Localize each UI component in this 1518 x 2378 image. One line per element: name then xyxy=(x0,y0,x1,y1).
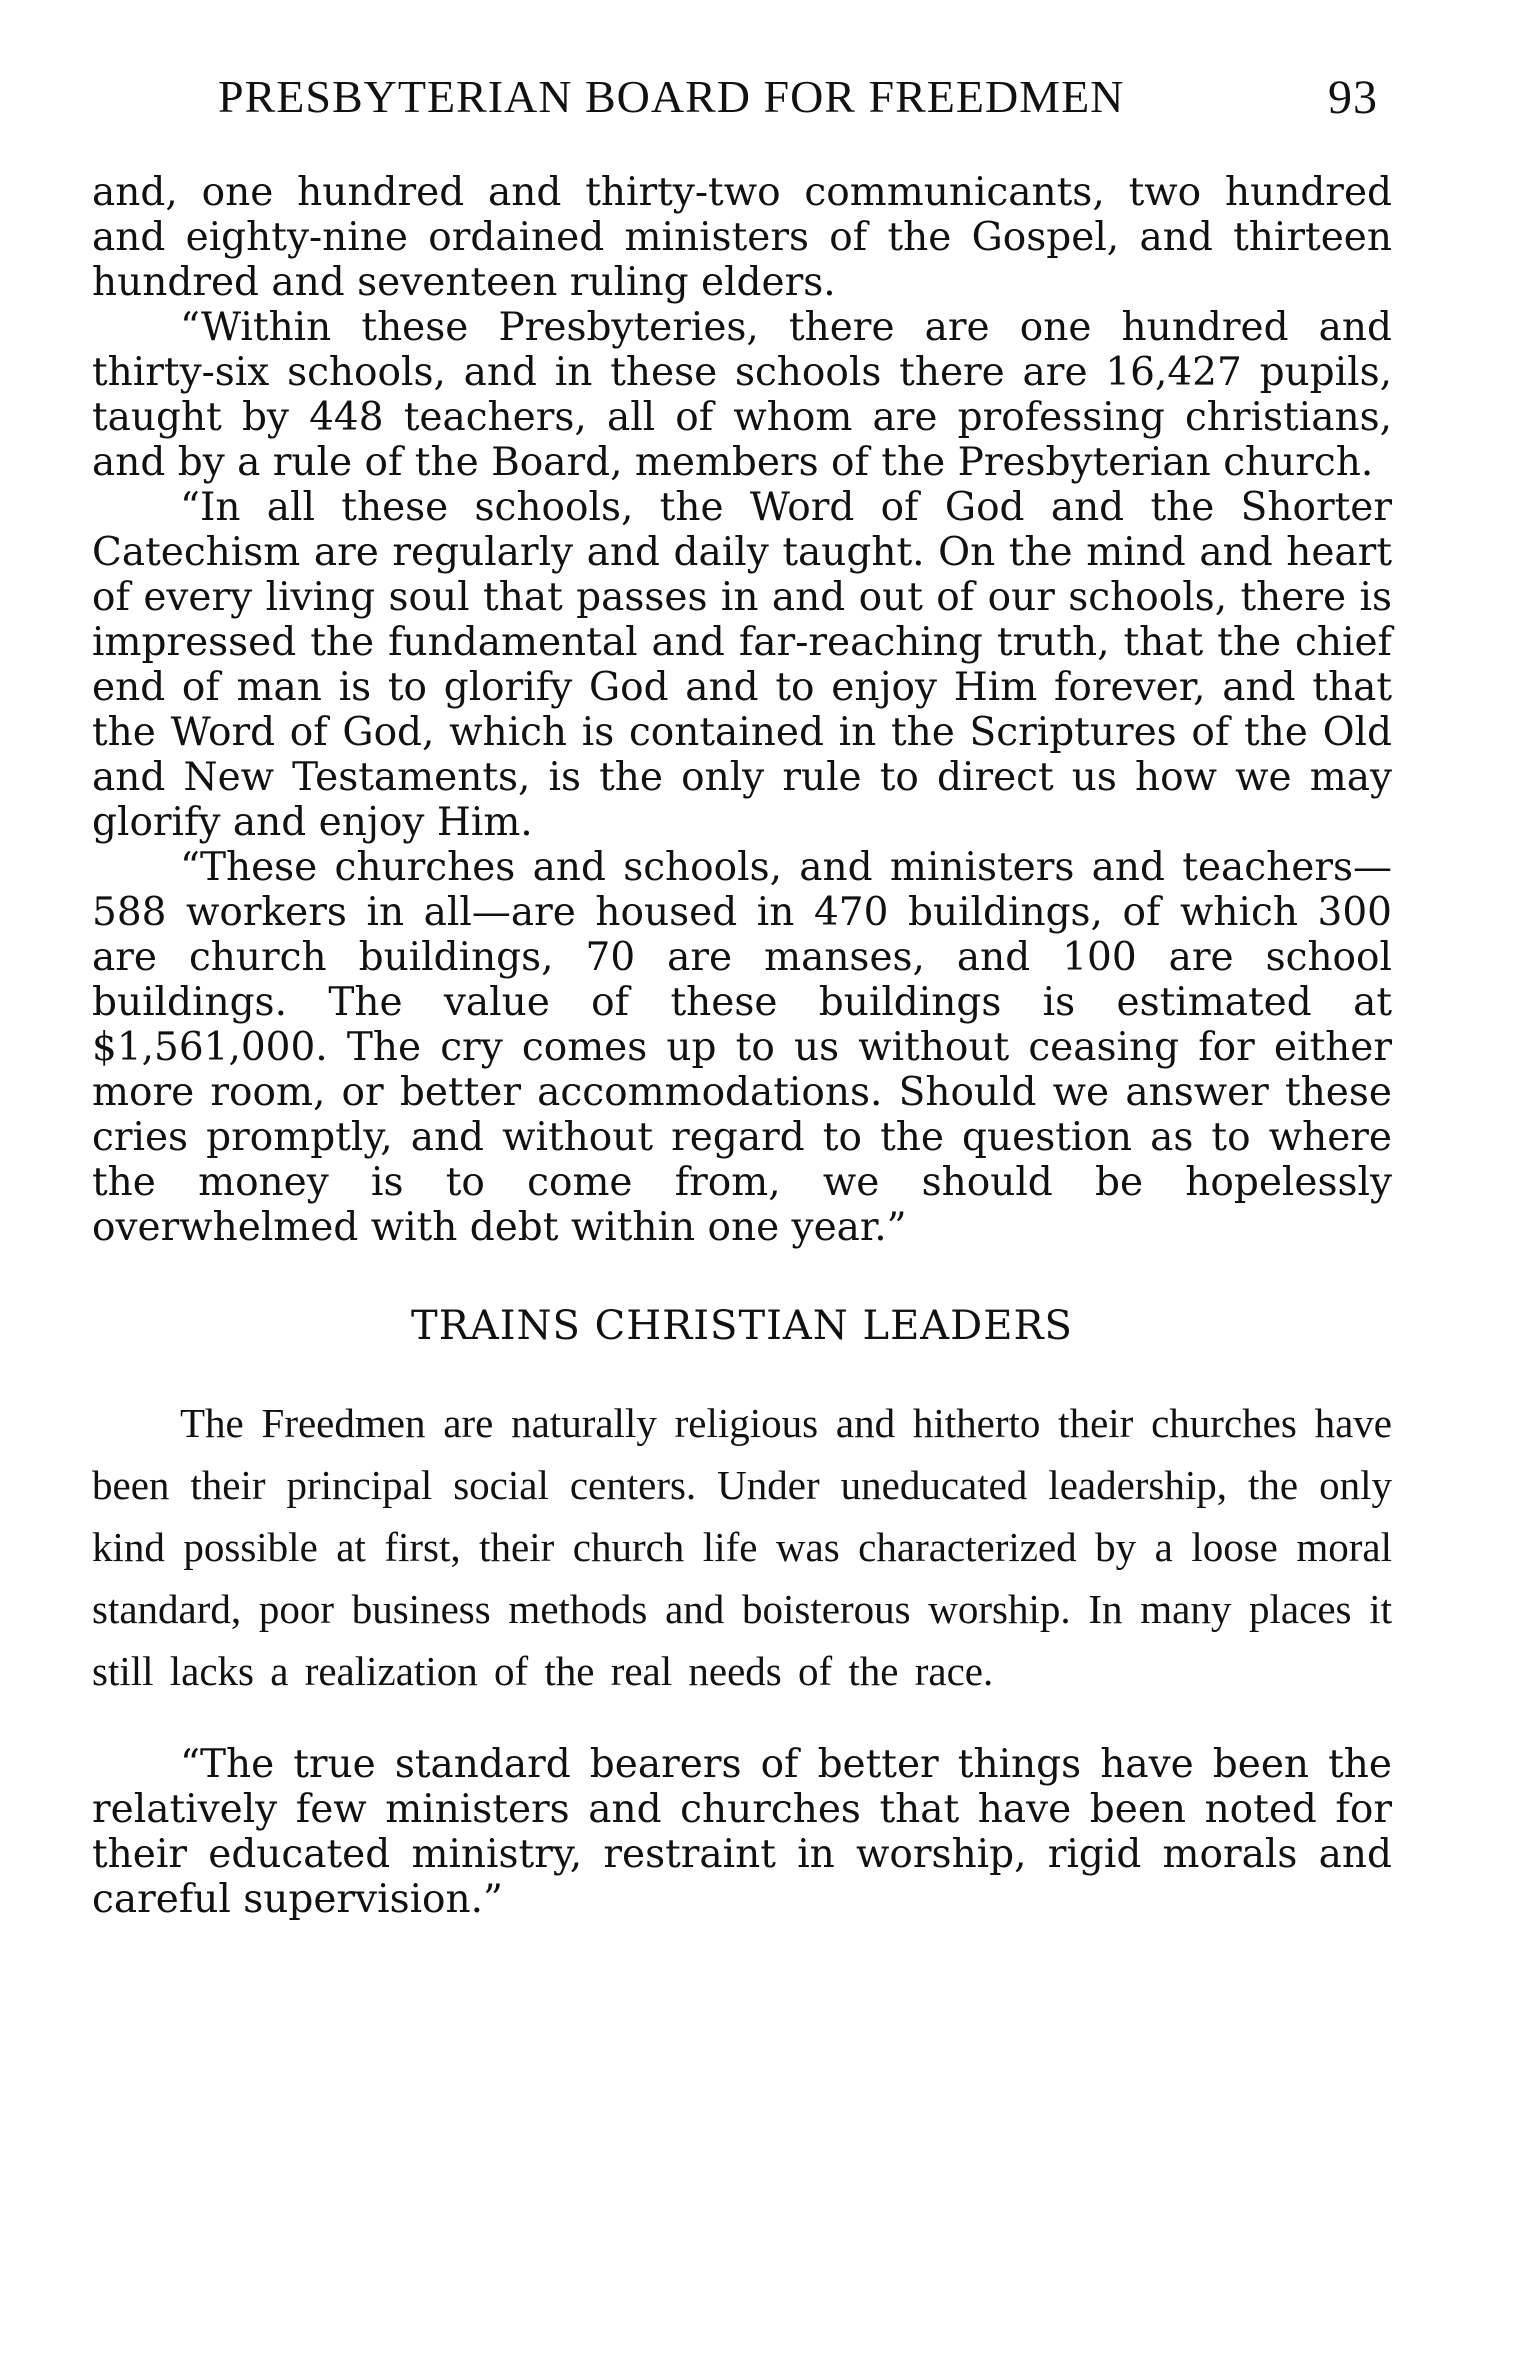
running-head xyxy=(218,70,1378,130)
paragraph-freedmen: The Freedmen are naturally religious and hitherto their churches have been their principal social centers. Under uneducated leadership, the only kind possible at first, their church life was characterized by a loose moral standard, poor business methods and boisterous worship. In many places it still lacks a realization of the real needs of the race. xyxy=(92,1400,1392,1694)
page-body xyxy=(92,170,1392,1922)
page-number: 93 xyxy=(1328,71,1378,124)
paragraph-buildings: “These churches and schools, and ministers and teachers—588 workers in all—are housed in 470 buildings, of which 300 are church buildings, 70 are manses, and 100 are school buildings. The value of these buildings is estimated at $1,561,000. The cry comes up to us without ceasing for either more room, or better accommodations. Should we answer these cries promptly, and without regard to the question as to where the money is to come from, we should be hopelessly overwhelmed with debt within one year.” xyxy=(92,845,1392,1250)
paragraph-continued: and, one hundred and thirty-two communicants, two hundred and eighty-nine ordained ministers of the Gospel, and thirteen hundred and seventeen ruling elders. xyxy=(92,170,1392,305)
paragraph-catechism: “In all these schools, the Word of God and the Shorter Catechism are regularly and daily taught. On the mind and heart of every living soul that passes in and out of our schools, there is impressed the fundamental and far-reaching truth, that the chief end of man is to glorify God and to enjoy Him forever, and that the Word of God, which is contained in the Scriptures of the Old and New Testaments, is the only rule to direct us how we may glorify and enjoy Him. xyxy=(92,485,1392,845)
paragraph-standard-bearers: “The true standard bearers of better things have been the relatively few ministers and churches that have been noted for their educated ministry, restraint in worship, rigid morals and careful supervision.” xyxy=(92,1742,1392,1922)
section-heading: TRAINS CHRISTIAN LEADERS xyxy=(411,1303,1073,1349)
running-title: PRESBYTERIAN BOARD FOR FREEDMEN xyxy=(218,71,1125,122)
paragraph-schools: “Within these Presbyteries, there are one hundred and thirty-six schools, and in these schools there are 16,427 pupils, taught by 448 teachers, all of whom are professing christians, and by a rule of the Board, members of the Presbyterian church. xyxy=(92,305,1392,485)
